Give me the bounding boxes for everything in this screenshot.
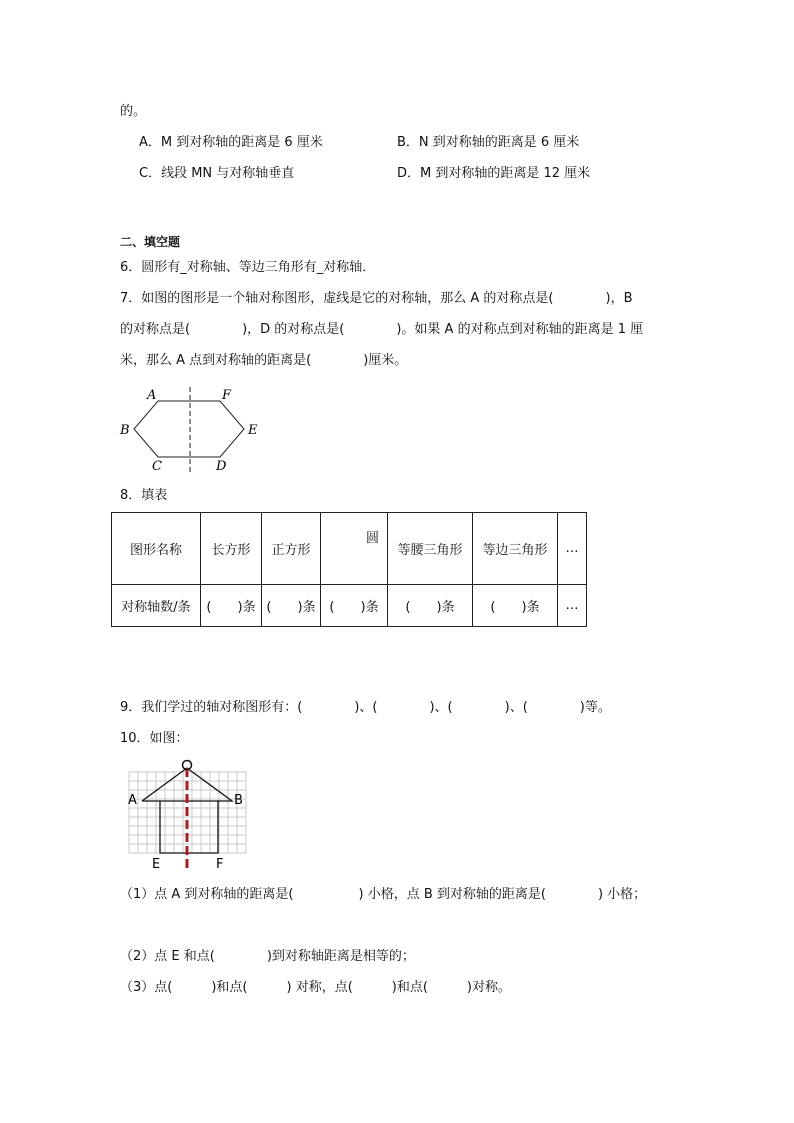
table-header-row bbox=[112, 513, 587, 585]
label-b: B bbox=[234, 793, 243, 808]
section2-title: 二、填空题 bbox=[120, 235, 181, 249]
table-header-cell: 长方形 bbox=[201, 513, 262, 585]
q10-title: 10．如图： bbox=[120, 731, 189, 746]
table-cell: ( )条 bbox=[201, 585, 262, 627]
table-cell: 对称轴数/条 bbox=[112, 585, 201, 627]
table-header-cell: 正方形 bbox=[262, 513, 321, 585]
label-a: A bbox=[147, 388, 157, 403]
table-row bbox=[112, 585, 587, 627]
label-c: C bbox=[152, 459, 162, 474]
table-header-cell: 等腰三角形 bbox=[388, 513, 473, 585]
table-cell: ( )条 bbox=[388, 585, 473, 627]
table-cell: ( )条 bbox=[262, 585, 321, 627]
q7-line2: 的对称点是( )，D 的对称点是( )。如果 A 的对称点到对称轴的距离是 1 厘 bbox=[120, 322, 644, 337]
q5-option-a: A．M 到对称轴的距离是 6 厘米 bbox=[139, 135, 323, 150]
q9-text: 9．我们学过的轴对称图形有：( )、( )、( )、( )等。 bbox=[120, 700, 611, 715]
q10-part3: （3）点( )和点( ) 对称，点( )和点( )对称。 bbox=[120, 980, 511, 995]
q7-line1: 7．如图的图形是一个轴对称图形，虚线是它的对称轴，那么 A 的对称点是( )，B bbox=[120, 291, 633, 306]
q5-option-d: D．M 到对称轴的距离是 12 厘米 bbox=[397, 166, 591, 181]
hexagon-shape bbox=[134, 401, 244, 457]
q10-part1: （1）点 A 到对称轴的距离是( ) 小格，点 B 到对称轴的距离是( ) 小格； bbox=[120, 887, 647, 902]
label-d: D bbox=[216, 459, 227, 474]
q6-text: 6．圆形有_对称轴、等边三角形有_对称轴． bbox=[120, 260, 376, 275]
table-header-cell: 等边三角形 bbox=[473, 513, 558, 585]
label-a: A bbox=[128, 793, 137, 808]
q5-option-b: B．N 到对称轴的距离是 6 厘米 bbox=[397, 135, 580, 150]
q10-part2: （2）点 E 和点( )到对称轴距离是相等的； bbox=[120, 949, 415, 964]
house-body bbox=[160, 801, 218, 853]
table-cell: ( )条 bbox=[321, 585, 388, 627]
q8-table bbox=[111, 512, 587, 627]
table-cell: … bbox=[558, 585, 587, 627]
label-e: E bbox=[248, 423, 258, 438]
q10-grid-figure bbox=[124, 758, 254, 870]
label-e: E bbox=[152, 857, 161, 870]
label-f: F bbox=[216, 857, 224, 870]
top-line: 的。 bbox=[120, 104, 147, 119]
q5-option-c: C．线段 MN 与对称轴垂直 bbox=[139, 166, 295, 181]
table-cell: ( )条 bbox=[473, 585, 558, 627]
table-header-cell: … bbox=[558, 513, 587, 585]
label-f: F bbox=[222, 388, 232, 403]
label-b: B bbox=[120, 423, 130, 438]
q7-line3: 米，那么 A 点到对称轴的距离是( )厘米。 bbox=[120, 353, 408, 368]
q8-title: 8．填表 bbox=[120, 488, 168, 503]
table-header-cell: 图形名称 bbox=[112, 513, 201, 585]
table-header-cell: 圆 bbox=[321, 513, 388, 585]
q7-hexagon-figure bbox=[112, 383, 262, 478]
